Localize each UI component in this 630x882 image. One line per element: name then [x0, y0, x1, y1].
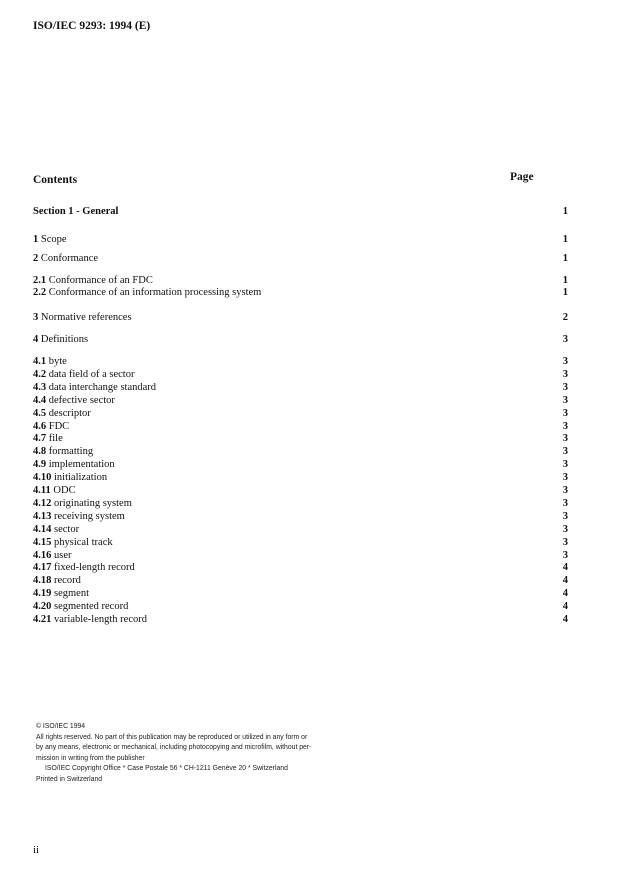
entry-page: 3	[562, 549, 568, 561]
entry-number: 4.21	[33, 614, 52, 625]
entry-page: 3	[562, 536, 568, 548]
entry-number: 4.2	[33, 368, 47, 380]
entry-number: 4.5	[33, 407, 47, 419]
toc-entry	[33, 472, 568, 484]
entry-page: 1	[562, 234, 568, 245]
entry-page: 3	[562, 433, 568, 445]
entry-page: 3	[562, 497, 568, 509]
entry-number: 2.2	[33, 287, 47, 298]
entry-title: sector	[54, 523, 80, 535]
entry-page: 1	[562, 275, 568, 286]
copyright-office: ISO/IEC Copyright Office * Case Postale 56 * CH-1211 Genève 20 * Switzerland	[45, 763, 288, 773]
entry-title: formatting	[48, 446, 94, 458]
entry-number: 4.6	[33, 420, 47, 432]
toc-entry	[33, 562, 568, 574]
entry-title: descriptor	[48, 407, 91, 419]
copyright-notice	[36, 721, 311, 785]
entry-title: Conformance of an information processing system	[48, 287, 262, 298]
entry-number: 4.10	[33, 472, 52, 484]
entry-number: 4.20	[33, 601, 52, 613]
entry-title: FDC	[48, 420, 70, 432]
entry-title: receiving system	[54, 510, 125, 522]
toc-entry	[33, 253, 568, 265]
entry-number: 2	[33, 253, 39, 264]
toc-entry	[33, 287, 568, 299]
entry-page: 3	[562, 368, 568, 380]
contents-heading: Contents	[33, 174, 78, 186]
entry-title: defective sector	[48, 394, 115, 406]
entry-number: 4.17	[33, 562, 52, 574]
entry-number: 4	[33, 334, 39, 345]
entry-title: physical track	[54, 536, 113, 548]
entry-title: variable-length record	[54, 614, 147, 625]
entry-page: 3	[562, 523, 568, 535]
entry-number: 1	[33, 234, 39, 245]
entry-title: initialization	[54, 472, 108, 484]
entry-number: 4.16	[33, 549, 52, 561]
toc-entry	[33, 206, 568, 218]
document-header: ISO/IEC 9293: 1994 (E)	[33, 20, 151, 32]
entry-number: 4.11	[33, 485, 51, 496]
entry-title: Definitions	[40, 334, 89, 345]
toc-entry	[33, 408, 568, 420]
entry-title: originating system	[54, 497, 132, 509]
toc-entry	[33, 511, 568, 523]
entry-page: 1	[562, 287, 568, 298]
entry-number: 4.8	[33, 446, 47, 458]
entry-number: 4.13	[33, 510, 52, 522]
toc-entry	[33, 234, 568, 246]
entry-number: 4.7	[33, 433, 47, 445]
toc-entry	[33, 498, 568, 510]
toc-entry	[33, 614, 568, 626]
rights-line: mission in writing from the publisher	[36, 752, 145, 762]
toc-entry	[33, 421, 568, 433]
entry-number: 4.18	[33, 575, 52, 587]
entry-page: 3	[562, 485, 568, 496]
entry-page: 4	[562, 562, 568, 574]
toc-entry	[33, 312, 568, 324]
toc-entry	[33, 459, 568, 471]
toc-entry	[33, 588, 568, 600]
entry-title: Conformance of an FDC	[48, 275, 153, 286]
entry-page: 2	[562, 312, 568, 323]
entry-page: 4	[562, 575, 568, 587]
page-number: ii	[33, 844, 40, 856]
entry-title: fixed-length record	[54, 562, 135, 574]
toc-entry	[33, 356, 568, 368]
entry-title: data interchange standard	[48, 381, 157, 393]
entry-title: ODC	[53, 485, 76, 496]
entry-title: segmented record	[54, 601, 129, 613]
toc-entry	[33, 601, 568, 613]
copyright-line: © ISO/IEC 1994	[36, 721, 86, 730]
entry-number: 4.19	[33, 588, 52, 600]
entry-page: 4	[562, 588, 568, 600]
entry-page: 4	[562, 601, 568, 613]
toc-entry	[33, 575, 568, 587]
toc-entry	[33, 485, 568, 497]
toc-entry	[33, 446, 568, 458]
entry-title: Normative references	[40, 312, 132, 323]
printed-in: Printed in Switzerland	[36, 773, 103, 783]
entry-title: Scope	[40, 234, 67, 245]
entry-page: 3	[562, 472, 568, 484]
entry-page: 1	[562, 253, 568, 264]
entry-title: implementation	[48, 459, 115, 471]
entry-page: 3	[562, 394, 568, 406]
toc-entry	[33, 395, 568, 407]
entry-page: 3	[562, 407, 568, 419]
entry-title: record	[54, 575, 81, 587]
page-column-heading: Page	[510, 171, 534, 183]
entry-number: 2.1	[33, 275, 47, 286]
entry-page: 3	[562, 356, 568, 367]
rights-line: by any means, electronic or mechanical, including photocopying and microfilm, without per-	[36, 742, 312, 752]
toc-entry	[33, 275, 568, 287]
toc-entry	[33, 524, 568, 536]
entry-title: data field of a sector	[48, 368, 135, 380]
toc-entry	[33, 433, 568, 445]
toc-entry	[33, 537, 568, 549]
entry-page: 3	[562, 459, 568, 471]
toc-entry	[33, 550, 568, 562]
entry-number: 4.3	[33, 381, 47, 393]
entry-number: 4.12	[33, 497, 52, 509]
rights-line: All rights reserved. No part of this publication may be reproduced or utilized in any form or	[36, 731, 308, 741]
entry-number: 3	[33, 312, 39, 323]
entry-page: 1	[562, 206, 568, 217]
entry-page: 3	[562, 381, 568, 393]
entry-page: 3	[562, 334, 568, 345]
entry-page: 4	[562, 614, 568, 625]
toc-entry	[33, 382, 568, 394]
entry-number: 4.4	[33, 394, 47, 406]
entry-page: 3	[562, 446, 568, 458]
entry-number: 4.1	[33, 356, 47, 367]
toc-entry	[33, 334, 568, 346]
entry-title: byte	[48, 356, 67, 367]
entry-number: 4.14	[33, 523, 52, 535]
entry-page: 3	[562, 510, 568, 522]
entry-number: 4.15	[33, 536, 52, 548]
entry-title: user	[54, 549, 72, 561]
toc-entry	[33, 369, 568, 381]
entry-title: Section 1 - General	[33, 206, 119, 217]
entry-page: 3	[562, 420, 568, 432]
entry-title: segment	[54, 588, 89, 600]
entry-title: Conformance	[40, 253, 99, 264]
entry-title: file	[48, 433, 63, 445]
entry-number: 4.9	[33, 459, 47, 471]
